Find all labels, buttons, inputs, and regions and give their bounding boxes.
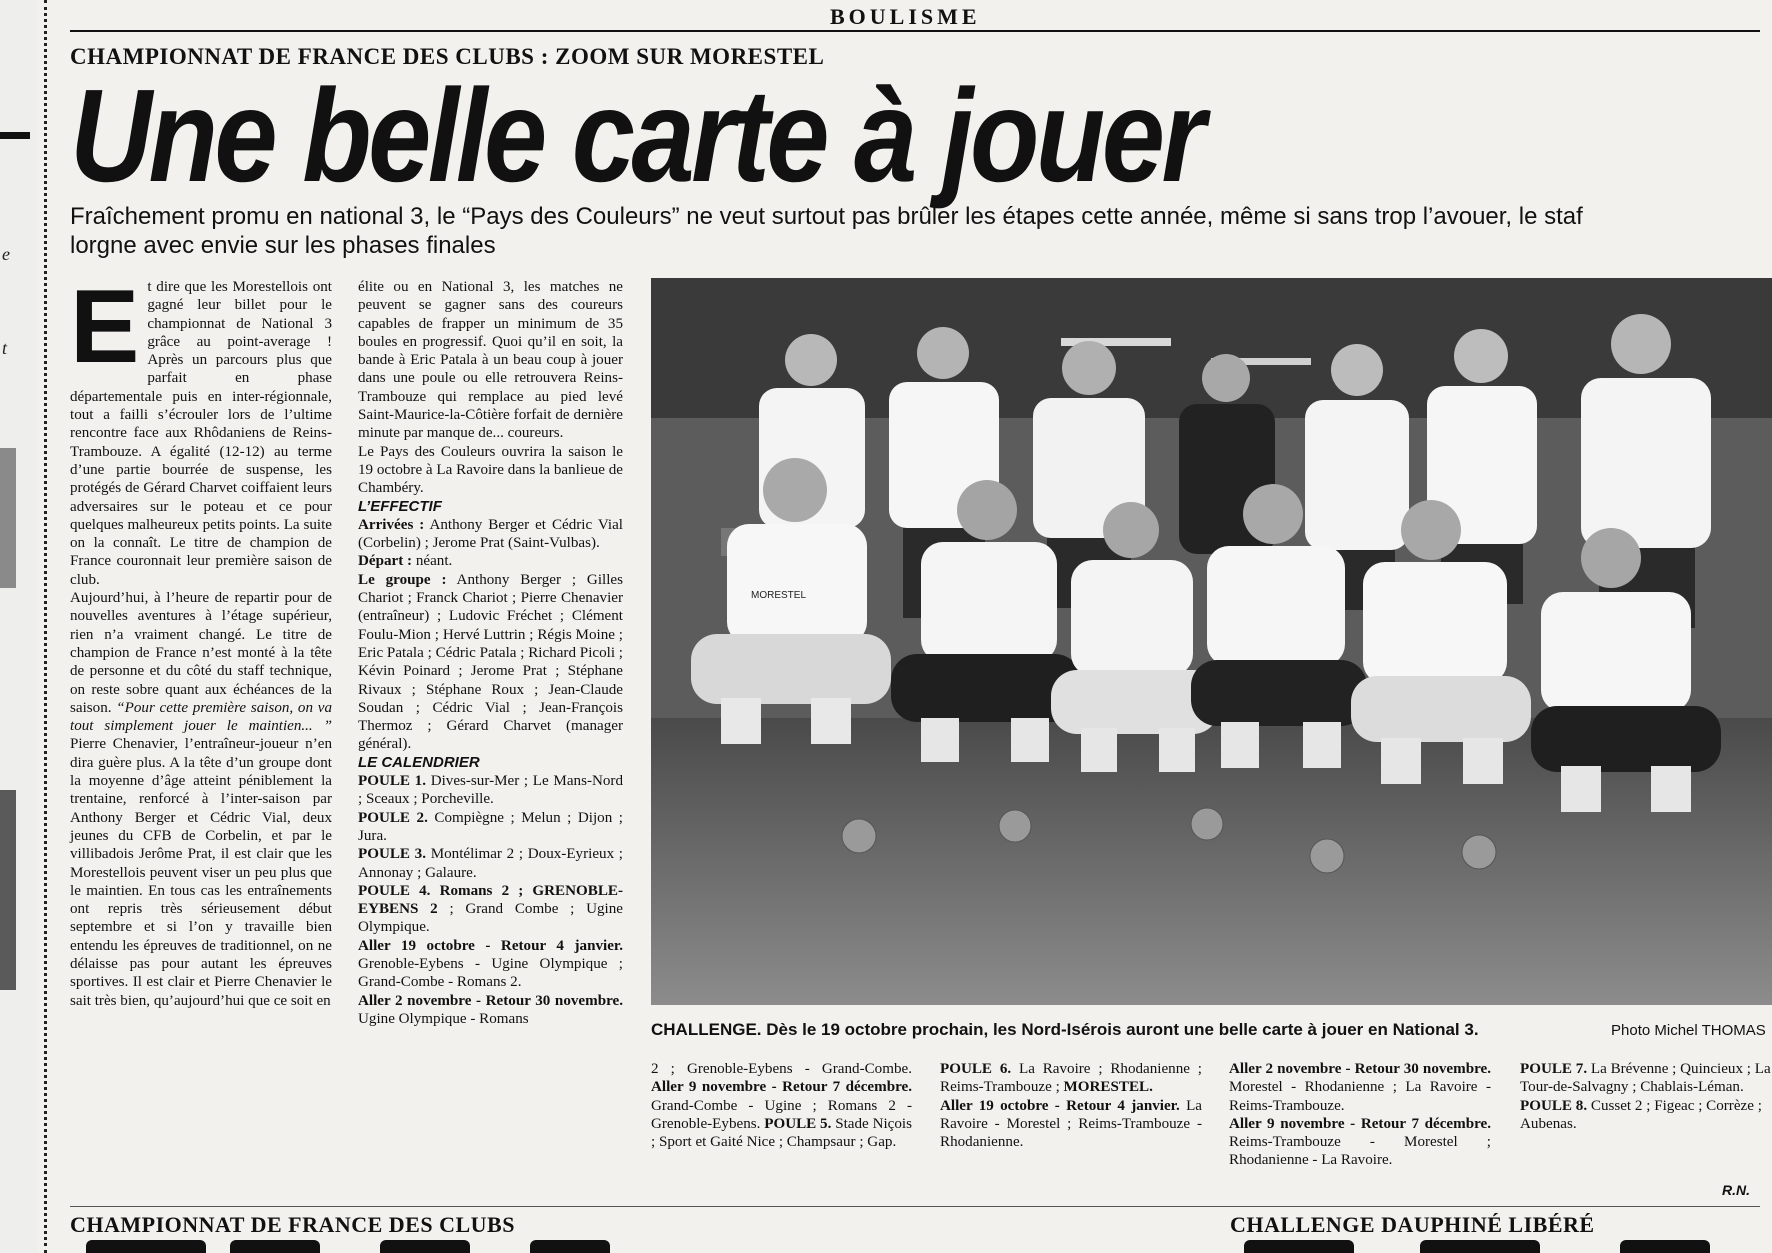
subheading-effectif: L’EFFECTIF: [358, 497, 442, 515]
paragraph: élite ou en National 3, les matches ne peuvent se gagner sans des coureurs capables de frapper un minimum de 35 boules en progressif. Quoi qu’il en soit, la bande à Eric Patala à un beau coup à jouer dans une poule ou elle retrouvera Reins-Trambouze qui remplace au pied levé Saint-Maurice-la-Côtière forfait de dernière minute par manque de... coureurs.: [358, 279, 623, 442]
label: POULE 6.: [940, 1061, 1012, 1077]
boule: [1462, 835, 1496, 869]
jersey-text: MORESTEL: [751, 590, 807, 601]
paragraph-text: La Ravoire - Morestel ; Reims-Trambouze - Rhodanienne.: [940, 1097, 1202, 1151]
label: POULE 8.: [1520, 1097, 1588, 1114]
label: Le groupe :: [358, 571, 447, 588]
label: Aller 9 novembre - Retour 7 décembre.: [1229, 1115, 1491, 1132]
paragraph: Le Pays des Couleurs ouvrira la saison le 19 octobre à La Ravoire dans la banlieue de Chambéry.: [358, 443, 623, 497]
cropped-headline-fragment: [1420, 1240, 1540, 1253]
article-column-2: [358, 278, 623, 1028]
adjacent-page-dash: [0, 132, 30, 139]
paragraph-text: Reims-Trambouze - Morestel ; Rhodanienne - La Ravoire.: [1229, 1134, 1491, 1169]
paragraph-text: Grand-Combe - Ugine ; Romans 2 - Grenoble-Eybens.: [651, 1097, 912, 1132]
paragraph-text: Anthony Berger et Cédric Vial (Corbelin) ; Jerome Prat (Saint-Vulbas).: [358, 516, 623, 552]
paragraph-text: La Ravoire ; Rhodanienne ; Reims-Trambouze ;: [940, 1061, 1202, 1096]
team-photo: [651, 278, 1772, 1005]
paragraph: [358, 772, 623, 809]
calendar-column-6: [1520, 1060, 1772, 1133]
boule: [1191, 808, 1223, 840]
label: Arrivées :: [358, 516, 425, 533]
paragraph: [358, 937, 623, 992]
label: POULE 2.: [358, 809, 428, 826]
paragraph-text: Montélimar 2 ; Doux-Eyrieux ; Annonay ; Galaure.: [358, 846, 623, 881]
label: POULE 4. Romans 2 ; GRENOBLE-EYBENS 2: [358, 882, 623, 918]
photo-credit: Photo Michel THOMAS: [1611, 1022, 1766, 1039]
bottom-rule: [70, 1206, 1760, 1207]
calendar-column-4: [940, 1060, 1202, 1151]
label: Aller 2 novembre - Retour 30 novembre.: [1229, 1061, 1491, 1077]
cropped-headline-fragment: [86, 1240, 206, 1253]
calendar-column-3: [651, 1060, 912, 1151]
subheading-calendrier: LE CALENDRIER: [358, 753, 480, 771]
drop-cap: E: [70, 269, 140, 385]
paragraph-text: Morestel - Rhodanienne ; La Ravoire - Reims-Trambouze.: [1229, 1079, 1491, 1114]
article-kicker: CHAMPIONNAT DE FRANCE DES CLUBS : ZOOM SUR MORESTEL: [70, 44, 825, 69]
label: Aller 19 octobre - Retour 4 janvier.: [358, 937, 623, 954]
boule: [999, 810, 1031, 842]
label: Départ :: [358, 553, 413, 570]
standfirst-line: lorgne avec envie sur les phases finales: [70, 232, 496, 259]
paragraph-text: Grenoble-Eybens - Ugine Olympique ; Grand-Combe - Romans 2.: [358, 955, 623, 991]
label: MORESTEL.: [1063, 1079, 1153, 1096]
paragraph-text: Aujourd’hui, à l’heure de repartir pour de nouvelles aventures à l’étage supérieur, rien n’a vraiment changé. Le titre de champion de France n’est monté à la tête de personne et du côté du staff technique, on reste sobre quant aux échéances de la saison.: [70, 590, 332, 716]
quote: “Pour cette première saison, on va tout simplement jouer le maintien... ”: [70, 699, 332, 735]
paragraph-text: Pierre Chenavier, l’entraîneur-joueur n’en dira guère plus. A la tête d’un groupe dont la moyenne d’âge atteint péniblement la trentaine, renforcé à l’inter-saison par Anthony Berger et Cédric Vial, deux jeunes du CFB de Corbelin, et par le villibadois Jerôme Prat, il est clair que les Morestellois peuvent viser un peu plus que le maintien. En tous cas les entraînements ont repris très sérieusement début septembre et si l’on y travaille bien entendu les épreuves de traditionnel, on ne délaisse pas pour autant les épreuves sportives. Il est clair et Pierre Chenavier le sait très bien, qu’aujourd’hui que ce soit en: [70, 736, 332, 1009]
cropped-headline-fragment: [1620, 1240, 1710, 1253]
next-article-kicker: CHAMPIONNAT DE FRANCE DES CLUBS: [70, 1212, 515, 1237]
paragraph-text: Dives-sur-Mer ; Le Mans-Nord ; Sceaux ; Porcheville.: [358, 773, 623, 808]
paragraph: [358, 571, 623, 754]
adjacent-page-image: [0, 790, 16, 990]
paragraph-text: Stade Niçois ; Sport et Gaité Nice ; Champsaur ; Gap.: [651, 1115, 912, 1151]
cropped-headline-fragment: [530, 1240, 610, 1253]
photo-caption: CHALLENGE. Dès le 19 octobre prochain, les Nord-Isérois auront une belle carte à jouer en National 3.: [651, 1020, 1479, 1039]
article-headline: Une belle carte à jouer: [70, 62, 1203, 209]
article-column-1: [70, 269, 332, 1010]
paragraph: [358, 845, 623, 882]
calendar-column-5: [1229, 1060, 1491, 1170]
label: POULE 5.: [764, 1115, 832, 1132]
standfirst-line: Fraîchement promu en national 3, le “Pays des Couleurs” ne veut surtout pas brûler les étapes cette année, même si sans trop l’avouer, le staf: [70, 203, 1583, 230]
cropped-headline-fragment: [380, 1240, 470, 1253]
paragraph-text: 2 ; Grenoble-Eybens - Grand-Combe.: [651, 1061, 912, 1077]
paragraph-text: néant.: [415, 553, 453, 570]
label: POULE 7.: [1520, 1061, 1588, 1077]
cropped-headline-fragment: [1244, 1240, 1354, 1253]
author-signature: R.N.: [1722, 1182, 1750, 1198]
boule: [842, 819, 876, 853]
paragraph: [358, 516, 623, 553]
paragraph: [358, 992, 623, 1029]
page-fold-perforation: [44, 0, 47, 1253]
paragraph: t dire que les Morestellois ont gagné leur billet pour le championnat de National 3 grâce au point-average ! Après un parcours plus que parfait en phase départementale puis en inter-régionnale, tout a failli s’écrouler lors de l’ultime rencontre face aux Rhôdaniens de Reins-Trambouze. A égalité (12-12) au terme d’une partie bourrée de suspense, les protégés de Gérard Charvet coiffaient leurs adversaires sur le poteau et ce pour quelques malheureux petits points. La suite on la connaît. Le titre de champion de France couronnait leur première saison de club.: [70, 279, 332, 588]
section-title: BOULISME: [830, 4, 981, 29]
paragraph: [358, 809, 623, 846]
paragraph: [358, 552, 623, 570]
label: Aller 19 octobre - Retour 4 janvier.: [940, 1097, 1180, 1114]
section-rule: [70, 30, 1760, 32]
boule: [1310, 839, 1344, 873]
adjacent-page-image: [0, 448, 16, 588]
adjacent-page-fragment: t: [2, 338, 8, 358]
label: POULE 1.: [358, 773, 426, 790]
next-article-kicker: CHALLENGE DAUPHINÉ LIBÉRÉ: [1230, 1212, 1595, 1237]
paragraph-text: Compiègne ; Melun ; Dijon ; Jura.: [358, 809, 623, 844]
paragraph: [70, 589, 332, 1010]
article-standfirst: [70, 202, 1770, 260]
paragraph-text: ; Grand Combe ; Ugine Olympique.: [358, 901, 623, 936]
paragraph-text: La Brévenne ; Quincieux ; La Tour-de-Salvagny ; Chablais-Léman.: [1520, 1061, 1771, 1096]
cropped-headline-fragment: [230, 1240, 320, 1253]
label: Aller 9 novembre - Retour 7 décembre.: [651, 1079, 912, 1096]
adjacent-page-strip: [0, 0, 38, 1253]
team-photo-illustration: [651, 278, 1772, 1005]
adjacent-page-fragment: e: [2, 244, 10, 264]
label: POULE 3.: [358, 846, 427, 863]
paragraph-text: Ugine Olympique - Romans: [358, 1010, 529, 1027]
paragraph-text: Cusset 2 ; Figeac ; Corrèze ; Aubenas.: [1520, 1097, 1762, 1132]
paragraph-text: Anthony Berger ; Gilles Chariot ; Franck Chariot ; Pierre Chenavier (entraîneur) ; Ludovic Fréchet ; Clément Foulu-Mion ; Hervé Luttrin ; Régis Moine ; Eric Patala ; Cédric Patala ; Richard Picoli ; Kévin Poinard ; Jerome Prat ; Stéphane Rivaux ; Stéphane Roux ; Jean-Claude Soudan ; Cédric Vial ; Jean-François Thermoz ; Gérard Charvet (manager général).: [358, 571, 623, 753]
label: Aller 2 novembre - Retour 30 novembre.: [358, 992, 623, 1009]
paragraph: [358, 882, 623, 937]
